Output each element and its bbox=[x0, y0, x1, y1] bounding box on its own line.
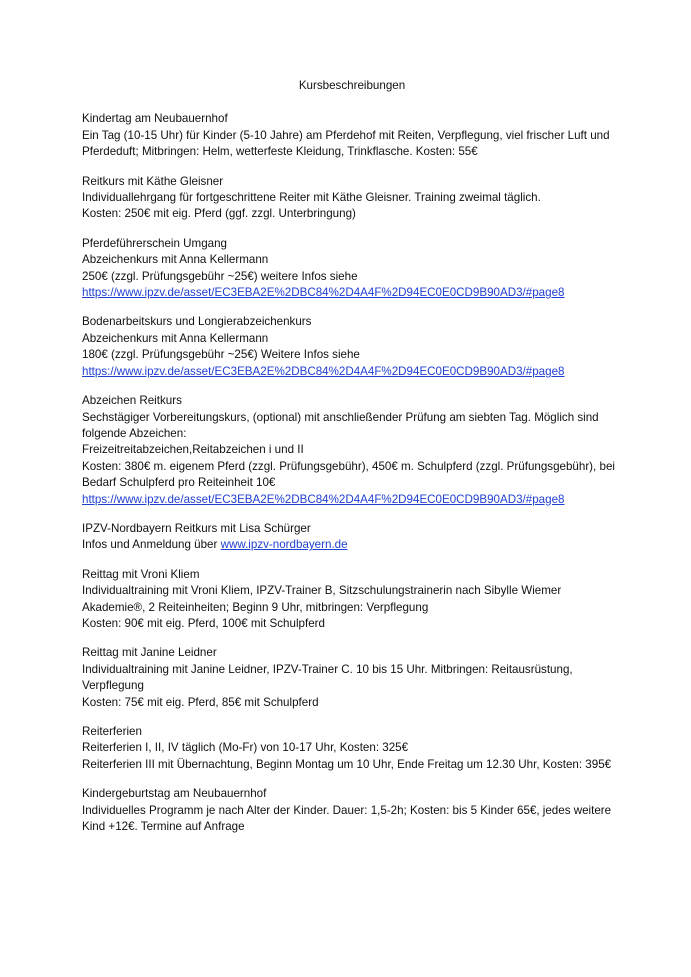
description-line bbox=[82, 537, 622, 553]
section-title: Reiterferien bbox=[82, 725, 142, 738]
section-title: Kindertag am Neubauernhof bbox=[82, 112, 228, 126]
ipzv-info-link[interactable]: https://www.ipzv.de/asset/EC3EBA2E%2DBC84%2D4A4F%2D94EC0E0CD9B90AD3/#page8 bbox=[82, 364, 565, 378]
description-line: Individualtraining mit Vroni Kliem, IPZV-Trainer B, Sitzschulungstrainerin nach Sibylle Wiemer bbox=[82, 584, 562, 598]
description-line: Sechstägiger Vorbereitungskurs, (optional) mit anschließender Prüfung am siebten Tag. Möglich sind bbox=[82, 410, 599, 424]
section-title: Kindergeburtstag am Neubauernhof bbox=[82, 787, 267, 801]
course-section-reiterferien bbox=[82, 724, 622, 773]
description-line: Kind +12€. Termine auf Anfrage bbox=[82, 820, 245, 834]
description-line: Ein Tag (10-15 Uhr) für Kinder (5-10 Jahre) am Pferdehof mit Reiten, Verpflegung, viel frischer Luft und bbox=[82, 128, 610, 142]
section-title: Pferdeführerschein Umgang bbox=[82, 236, 228, 250]
course-section-kindertag bbox=[82, 111, 622, 160]
course-section-reittag-leidner bbox=[82, 645, 622, 711]
description-line: 180€ (zzgl. Prüfungsgebühr ~25€) Weitere Infos siehe bbox=[82, 348, 360, 362]
description-line: Reiterferien III mit Übernachtung, Beginn Montag um 10 Uhr, Ende Freitag um 12.30 Uhr, Kosten: 395€ bbox=[82, 757, 612, 771]
document-page bbox=[82, 78, 622, 848]
description-line: Abzeichenkurs mit Anna Kellermann bbox=[82, 253, 269, 267]
document-title: Kursbeschreibungen bbox=[298, 79, 406, 92]
course-section-kindergeburtstag bbox=[82, 786, 622, 835]
section-title: Reitkurs mit Käthe Gleisner bbox=[82, 174, 224, 188]
course-section-ipzv-nordbayern bbox=[82, 521, 622, 554]
section-title: Bodenarbeitskurs und Longierabzeichenkurs bbox=[82, 315, 312, 329]
description-line: 250€ (zzgl. Prüfungsgebühr ~25€) weitere Infos siehe bbox=[82, 269, 358, 283]
description-line: Individuallehrgang für fortgeschrittene Reiter mit Käthe Gleisner. Training zweimal täglich. bbox=[82, 191, 541, 205]
section-title: IPZV-Nordbayern Reitkurs mit Lisa Schürger bbox=[82, 521, 311, 535]
ipzv-nordbayern-link[interactable]: www.ipzv-nordbayern.de bbox=[220, 538, 348, 552]
description-line: folgende Abzeichen: bbox=[82, 426, 187, 440]
description-line: Freizeitreitabzeichen,Reitabzeichen i und II bbox=[82, 443, 304, 457]
description-line: Kosten: 380€ m. eigenem Pferd (zzgl. Prüfungsgebühr), 450€ m. Schulpferd (zzgl. Prüfungsgebühr), bei bbox=[82, 459, 615, 473]
description-line: Bedarf Schulpferd pro Reiteinheit 10€ bbox=[82, 476, 276, 490]
description-line: Kosten: 250€ mit eig. Pferd (ggf. zzgl. Unterbringung) bbox=[82, 207, 356, 221]
ipzv-info-link[interactable]: https://www.ipzv.de/asset/EC3EBA2E%2DBC84%2D4A4F%2D94EC0E0CD9B90AD3/#page8 bbox=[82, 492, 565, 506]
description-line: Reiterferien I, II, IV täglich (Mo-Fr) von 10-17 Uhr, Kosten: 325€ bbox=[82, 741, 409, 755]
description-line: Individuelles Programm je nach Alter der Kinder. Dauer: 1,5-2h; Kosten: bis 5 Kinder 65€, jedes weitere bbox=[82, 803, 612, 817]
description-line: Akademie®, 2 Reiteinheiten; Beginn 9 Uhr, mitbringen: Verpflegung bbox=[82, 600, 429, 614]
course-section-abzeichen-reitkurs bbox=[82, 393, 622, 508]
course-section-reitkurs-gleisner bbox=[82, 174, 622, 223]
description-line: Verpflegung bbox=[82, 679, 144, 693]
ipzv-info-link[interactable]: https://www.ipzv.de/asset/EC3EBA2E%2DBC84%2D4A4F%2D94EC0E0CD9B90AD3/#page8 bbox=[82, 286, 565, 300]
section-title: Reittag mit Janine Leidner bbox=[82, 646, 217, 660]
course-section-pferdefuehrerschein bbox=[82, 236, 622, 302]
description-line: Kosten: 90€ mit eig. Pferd, 100€ mit Schulpferd bbox=[82, 616, 325, 630]
registration-text: Infos und Anmeldung über bbox=[82, 538, 218, 552]
description-line: Individualtraining mit Janine Leidner, IPZV-Trainer C. 10 bis 15 Uhr. Mitbringen: Reitausrüstung, bbox=[82, 662, 573, 676]
course-section-reittag-kliem bbox=[82, 567, 622, 633]
description-line: Abzeichenkurs mit Anna Kellermann bbox=[82, 331, 269, 345]
description-line: Pferdeduft; Mitbringen: Helm, wetterfeste Kleidung, Trinkflasche. Kosten: 55€ bbox=[82, 145, 478, 159]
section-title: Reittag mit Vroni Kliem bbox=[82, 567, 200, 581]
description-line: Kosten: 75€ mit eig. Pferd, 85€ mit Schulpferd bbox=[82, 695, 319, 709]
section-title: Abzeichen Reitkurs bbox=[82, 394, 182, 408]
course-section-bodenarbeit bbox=[82, 314, 622, 380]
